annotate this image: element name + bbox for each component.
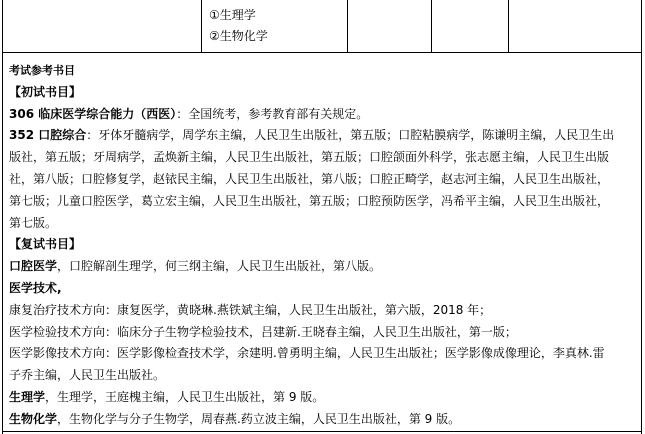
top-row-divider xyxy=(431,0,432,52)
table-border-right xyxy=(641,0,642,434)
oral-medicine-entry xyxy=(9,256,641,278)
physiology-label: 生理学 xyxy=(9,389,46,404)
exam-352-line: 社，第八版；口腔修复学，赵铱民主编，人民卫生出版社，第八版；口腔正畸学，赵志河主编，人民卫生出版社， xyxy=(9,171,610,186)
row-separator xyxy=(2,52,642,53)
medtech-line: 康复治疗技术方向：康复医学，黄晓琳.燕铁斌主编，人民卫生出版社，第六版，2018 年； xyxy=(9,302,492,317)
exam-352-entry xyxy=(9,125,641,147)
exam-306-code: 306 临床医学综合能力（西医） xyxy=(9,106,177,121)
exam-306-text: ：全国统考，参考教育部有关规定。 xyxy=(176,106,369,121)
exam-352-code: 352 口腔综合 xyxy=(9,128,87,143)
physiology-entry xyxy=(9,387,641,409)
medtech-line: 医学检验技术方向：临床分子生物学检验技术，吕建新.王晓春主编，人民卫生出版社，第一版； xyxy=(9,324,517,339)
biochemistry-label: 生物化学 xyxy=(9,411,58,426)
table-border-bottom xyxy=(2,431,642,432)
exam-352-line: 版社，第五版；牙周病学，孟焕新主编，人民卫生出版社，第五版；口腔颌面外科学，张志愿主编，人民卫生出版 xyxy=(9,150,610,165)
top-row-divider xyxy=(508,0,509,52)
biochemistry-text: ，生物化学与分子生物学，周春燕.药立波主编，人民卫生出版社，第 9 版。 xyxy=(57,411,461,426)
subject-item-biochemistry: ②生物化学 xyxy=(209,29,268,43)
medtech-line: 子乔主编，人民卫生出版社。 xyxy=(9,368,166,383)
subject-item-physiology: ①生理学 xyxy=(209,8,256,22)
retest-header: 【复试书目】 xyxy=(9,237,82,252)
physiology-text: ，生理学，王庭槐主编，人民卫生出版社，第 9 版。 xyxy=(45,389,325,404)
initial-exam-header: 【初试书目】 xyxy=(9,84,82,99)
exam-352-line: 第七版。 xyxy=(9,215,58,230)
reference-books-section xyxy=(9,60,641,431)
oral-medicine-label: 口腔医学 xyxy=(9,259,58,274)
medtech-line: 医学影像技术方向：医学影像检查技术学，余建明.曾勇明主编，人民卫生出版社；医学影像成像理论，李真林.雷 xyxy=(9,346,605,361)
table-border-left xyxy=(2,0,3,434)
medical-technology-label: 医学技术, xyxy=(9,280,62,295)
exam-352-line: 第七版；儿童口腔医学，葛立宏主编，人民卫生出版社，第五版；口腔预防医学，冯希平主编，人民卫生出版社， xyxy=(9,193,610,208)
top-row-divider xyxy=(201,0,202,52)
exam-352-text: ：牙体牙髓病学，周学东主编，人民卫生出版社，第五版；口腔粘膜病学，陈谦明主编，人民卫生出 xyxy=(86,128,615,143)
oral-medicine-text: ，口腔解剖生理学，何三纲主编，人民卫生出版社，第八版。 xyxy=(57,259,382,274)
top-row-divider xyxy=(347,0,348,52)
biochemistry-entry xyxy=(9,409,641,431)
exam-306-entry xyxy=(9,104,641,126)
section-title: 考试参考书目 xyxy=(9,64,75,77)
